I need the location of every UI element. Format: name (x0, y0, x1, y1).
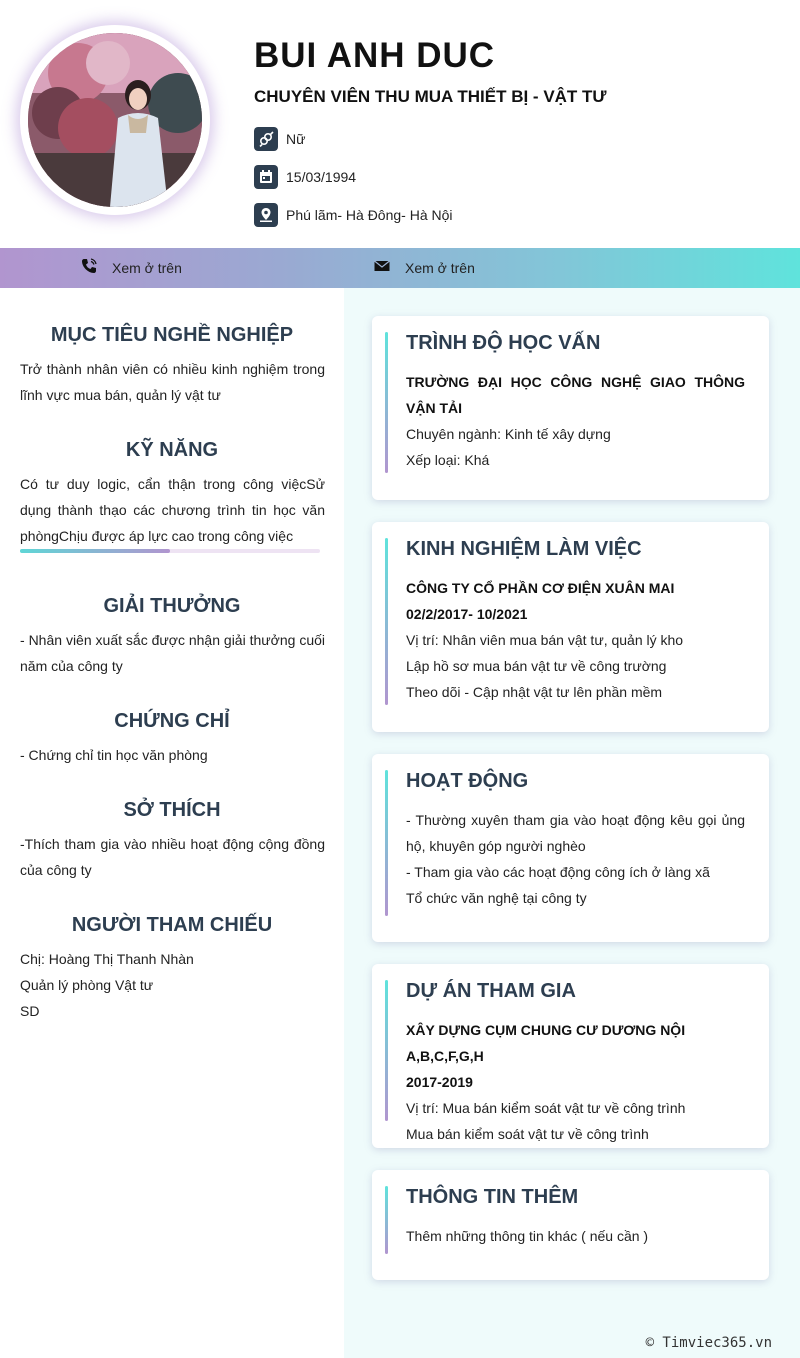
education-major: Chuyên ngành: Kinh tế xây dựng (406, 426, 611, 442)
card-accent-line (385, 538, 388, 705)
company-name: CÔNG TY CỔ PHẦN CƠ ĐIỆN XUÂN MAI (406, 580, 675, 596)
extra-info-card (372, 1170, 769, 1280)
experience-body (406, 575, 745, 705)
card-accent-line (385, 980, 388, 1121)
education-card (372, 316, 769, 500)
calendar-icon (254, 165, 278, 189)
projects-card (372, 964, 769, 1148)
phone-value: Xem ở trên (112, 260, 182, 276)
skill-level-fill (20, 549, 170, 553)
references-title: NGƯỜI THAM CHIẾU (71, 914, 273, 936)
activity-line: - Thường xuyên tham gia vào hoạt động kêu gọi ủng hộ, khuyên góp người nghèo (406, 812, 745, 854)
avatar-photo (28, 33, 202, 207)
experience-card (372, 522, 769, 732)
project-name: XÂY DỰNG CỤM CHUNG CƯ DƯƠNG NỘI A,B,C,F,G,H (406, 1022, 686, 1064)
card-accent-line (385, 770, 388, 916)
extra-info-text: Thêm những thông tin khác ( nếu cần ) (406, 1228, 649, 1244)
school-name: TRƯỜNG ĐẠI HỌC CÔNG NGHỆ GIAO THÔNG VẬN TẢI (406, 374, 745, 416)
gender-row (254, 127, 305, 151)
cv-header (0, 0, 800, 248)
birthday-row (254, 165, 356, 189)
hobbies-title: SỞ THÍCH (123, 799, 221, 821)
address-row (254, 203, 453, 227)
location-pin-icon (254, 203, 278, 227)
card-accent-line (385, 1186, 388, 1254)
reference-line: Chị: Hoàng Thị Thanh Nhàn (20, 951, 194, 967)
mail-icon (373, 257, 391, 280)
email-contact (373, 248, 475, 288)
project-line: Vị trí: Mua bán kiểm soát vật tư về công trình (406, 1100, 686, 1116)
activities-card (372, 754, 769, 942)
experience-line: Vị trí: Nhân viên mua bán vật tư, quản lý kho (406, 632, 684, 648)
address-value: Phú lãm- Hà Đông- Hà Nội (286, 207, 453, 223)
education-title: TRÌNH ĐỘ HỌC VẤN (406, 332, 601, 354)
gender-icon (254, 127, 278, 151)
projects-body (406, 1017, 745, 1147)
references-list (20, 946, 325, 1024)
awards-title: GIẢI THƯỞNG (103, 595, 241, 617)
avatar-frame (20, 25, 210, 215)
activities-title: HOẠT ĐỘNG (406, 770, 529, 792)
card-accent-line (385, 332, 388, 473)
education-body (406, 369, 745, 473)
hobbies-text: -Thích tham gia vào nhiều hoạt động cộng đồng của công ty (20, 836, 325, 878)
certificates-text: - Chứng chỉ tin học văn phòng (20, 747, 208, 763)
awards-text: - Nhân viên xuất sắc được nhận giải thưởng cuối năm của công ty (20, 632, 325, 674)
job-title: CHUYÊN VIÊN THU MUA THIẾT BỊ - VẬT TƯ (254, 87, 607, 106)
activity-line: Tổ chức văn nghệ tại công ty (406, 890, 587, 906)
left-column (0, 288, 344, 1358)
skills-title: KỸ NĂNG (125, 439, 219, 461)
reference-line: SD (20, 1003, 40, 1019)
activities-body (406, 807, 745, 911)
project-line: Mua bán kiểm soát vật tư về công trình (406, 1126, 649, 1142)
right-column (344, 288, 800, 1358)
extra-info-title: THÔNG TIN THÊM (406, 1186, 579, 1208)
objective-title: MỤC TIÊU NGHỀ NGHIỆP (50, 324, 294, 346)
email-value: Xem ở trên (405, 260, 475, 276)
reference-line: Quản lý phòng Vật tư (20, 977, 154, 993)
projects-title: DỰ ÁN THAM GIA (406, 980, 576, 1002)
avatar (28, 33, 202, 207)
phone-contact (80, 248, 182, 288)
skill-level-bar (20, 549, 320, 553)
footer-watermark: © Timviec365.vn (645, 1335, 772, 1351)
activity-line: - Tham gia vào các hoạt động công ích ở làng xã (406, 864, 710, 880)
experience-line: Theo dõi - Cập nhật vật tư lên phần mềm (406, 684, 663, 700)
objective-text: Trở thành nhân viên có nhiều kinh nghiệm trong lĩnh vực mua bán, quản lý vật tư (20, 361, 325, 403)
birthday-value: 15/03/1994 (286, 169, 357, 185)
experience-period: 02/2/2017- 10/2021 (406, 606, 528, 622)
project-period: 2017-2019 (406, 1074, 473, 1090)
experience-line: Lập hồ sơ mua bán vật tư về công trường (406, 658, 667, 674)
contact-bar (0, 248, 800, 288)
phone-icon (80, 257, 98, 280)
skills-text: Có tư duy logic, cẩn thận trong công việcSử dụng thành thạo các chương trình tin học văn phòngChịu được áp lực cao trong công việc (20, 476, 325, 544)
gender-value: Nữ (286, 131, 306, 147)
certificates-title: CHỨNG CHỈ (114, 710, 230, 732)
education-rank: Xếp loại: Khá (406, 452, 490, 468)
experience-title: KINH NGHIỆM LÀM VIỆC (406, 538, 642, 560)
candidate-name: BUI ANH DUC (254, 36, 496, 75)
